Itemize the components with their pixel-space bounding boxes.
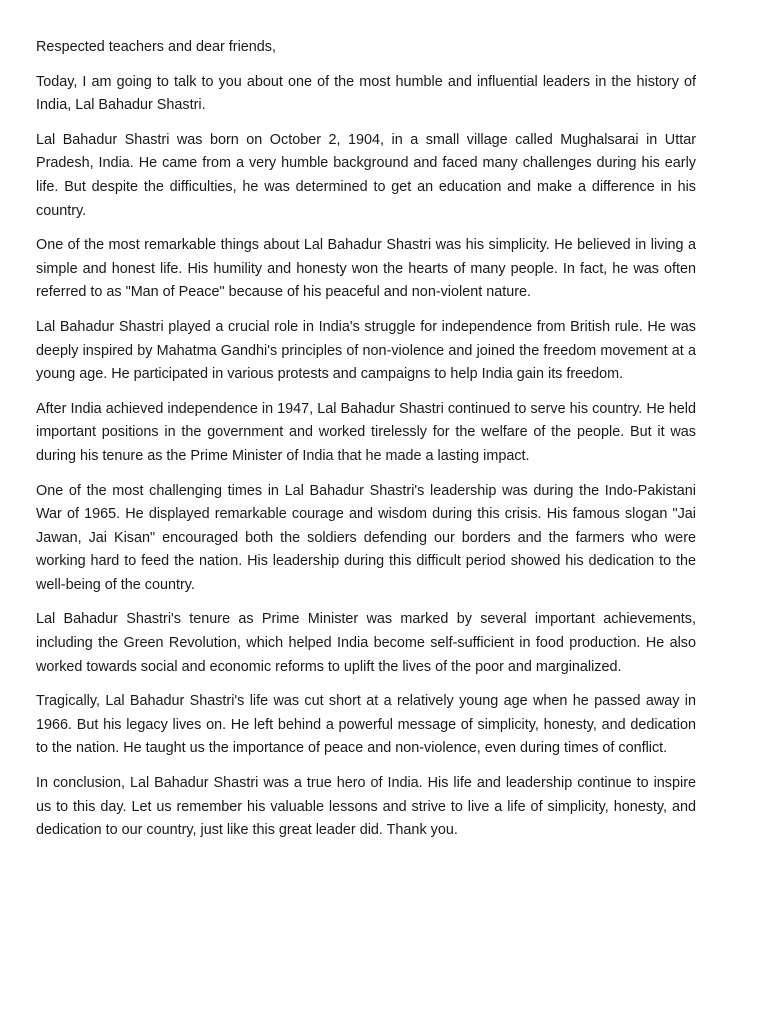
paragraph-post-independence: After India achieved independence in 1947, Lal Bahadur Shastri continued to serve his country. He held important positions in the government and worked tirelessly for the welfare of the people. But it was during his tenure as the Prime Minister of India that he made a lasting impact. (36, 400, 696, 464)
paragraph-conclusion: In conclusion, Lal Bahadur Shastri was a true hero of India. His life and leadership continue to inspire us to this day. Let us remember his valuable lessons and strive to live a life of simplicity, honesty, and dedication to our country, just like this great leader did. Thank you. (36, 775, 696, 839)
paragraph-achievements: Lal Bahadur Shastri's tenure as Prime Minister was marked by several important achievements, including the Green Revolution, which helped India become self-sufficient in food production. He also worked towards social and economic reforms to uplift the lives of the poor and marginalized. (36, 611, 696, 675)
salutation: Respected teachers and dear friends, (36, 39, 276, 55)
paragraph-simplicity: One of the most remarkable things about Lal Bahadur Shastri was his simplicity. He believed in living a simple and honest life. His humility and honesty won the hearts of many people. In fact, he was often referred to as "Man of Peace" because of his peaceful and non-violent nature. (36, 237, 696, 301)
paragraph-war-1965: One of the most challenging times in Lal Bahadur Shastri's leadership was during the Indo-Pakistani War of 1965. He displayed remarkable courage and wisdom during this crisis. His famous slogan "Jai Jawan, Jai Kisan" encouraged both the soldiers defending our borders and the farmers who were working hard to feed the nation. His leadership during this difficult period showed his dedication to the well-being of the country. (36, 482, 696, 593)
paragraph-independence-struggle: Lal Bahadur Shastri played a crucial role in India's struggle for independence from British rule. He was deeply inspired by Mahatma Gandhi's principles of non-violence and joined the freedom movement at a young age. He participated in various protests and campaigns to help India gain its freedom. (36, 318, 696, 383)
paragraph-early-life: Lal Bahadur Shastri was born on October 2, 1904, in a small village called Mughalsarai in Uttar Pradesh, India. He came from a very humble background and faced many challenges during his early life. But despite the difficulties, he was determined to get an education and make a difference in his country. (36, 131, 696, 219)
document-body (36, 36, 696, 843)
paragraph-legacy: Tragically, Lal Bahadur Shastri's life was cut short at a relatively young age when he passed away in 1966. But his legacy lives on. He left behind a powerful message of simplicity, honesty, and dedication to the nation. He taught us the importance of peace and non-violence, even during times of conflict. (36, 693, 696, 757)
paragraph-introduction: Today, I am going to talk to you about one of the most humble and influential leaders in the history of India, Lal Bahadur Shastri. (36, 73, 696, 114)
